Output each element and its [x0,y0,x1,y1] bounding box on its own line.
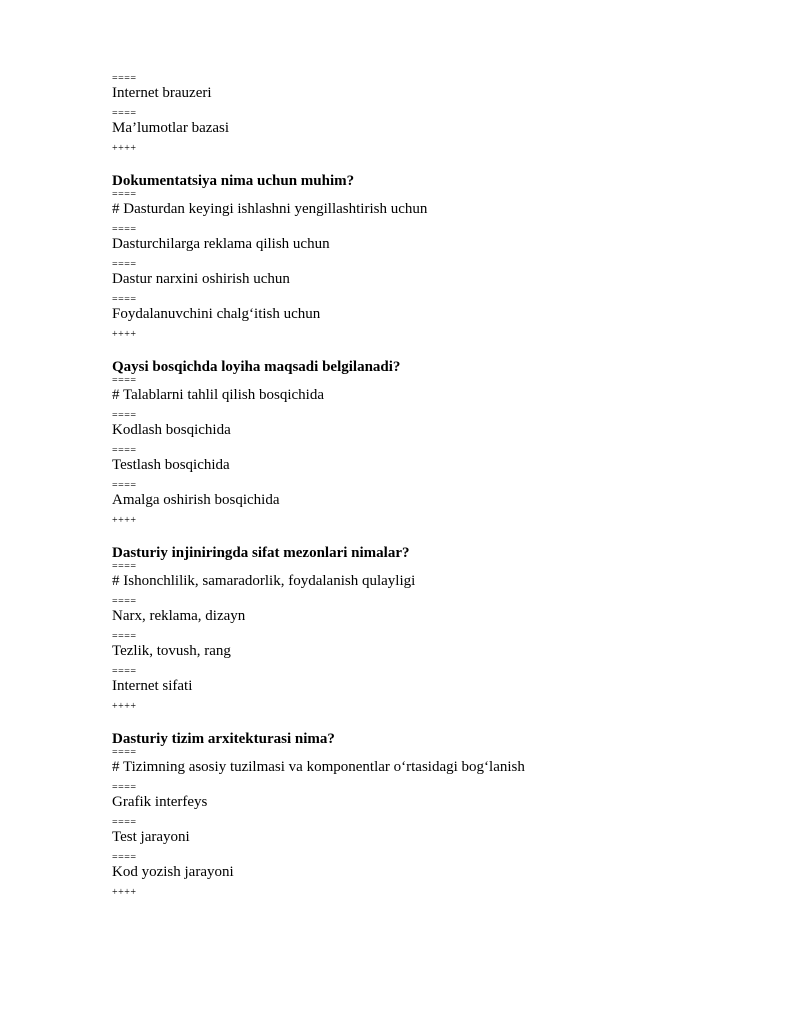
answer-option: Amalga oshirish bosqichida [112,492,280,508]
answer-option: Tezlik, tovush, rang [112,643,231,659]
answer-option: Internet brauzeri [112,85,212,101]
separator: ==== [112,852,137,863]
separator: ==== [112,666,137,677]
question-title: Dokumentatsiya nima uchun muhim? [112,173,355,189]
answer-option: Kodlash bosqichida [112,422,231,438]
separator: ==== [112,73,137,84]
end-marker: ++++ [112,701,137,712]
separator: ==== [112,294,137,305]
answer-option: Testlash bosqichida [112,457,230,473]
separator: ==== [112,108,137,119]
question-title: Qaysi bosqichda loyiha maqsadi belgilanadi? [112,359,401,375]
separator: ==== [112,224,137,235]
answer-option: # Dasturdan keyingi ishlashni yengillashtirish uchun [112,201,428,217]
end-marker: ++++ [112,143,137,154]
separator: ==== [112,189,137,200]
separator: ==== [112,445,137,456]
separator: ==== [112,596,137,607]
separator: ==== [112,259,137,270]
end-marker: ++++ [112,329,137,340]
end-marker: ++++ [112,887,137,898]
question-block [112,730,752,898]
answer-option: Ma’lumotlar bazasi [112,120,230,136]
answer-option: Internet sifati [112,678,193,694]
answer-option: Dastur narxini oshirish uchun [112,271,290,287]
answer-option: # Talablarni tahlil qilish bosqichida [112,387,324,403]
question-block [112,544,752,712]
question-title: Dasturiy injiniringda sifat mezonlari nimalar? [112,545,410,561]
separator: ==== [112,375,137,386]
separator: ==== [112,782,137,793]
end-marker: ++++ [112,515,137,526]
document-page [112,74,752,898]
separator: ==== [112,480,137,491]
answer-option: Kod yozish jarayoni [112,864,234,880]
separator: ==== [112,631,137,642]
separator: ==== [112,561,137,572]
answer-option: Test jarayoni [112,829,190,845]
question-block [112,172,752,340]
answer-option: Narx, reklama, dizayn [112,608,246,624]
answer-option: Dasturchilarga reklama qilish uchun [112,236,330,252]
answer-option: Grafik interfeys [112,794,208,810]
question-block [112,358,752,526]
answer-option: Foydalanuvchini chalg‘itish uchun [112,306,321,322]
intro-block [112,74,752,154]
answer-option: # Tizimning asosiy tuzilmasi va komponentlar o‘rtasidagi bog‘lanish [112,759,525,775]
question-title: Dasturiy tizim arxitekturasi nima? [112,731,335,747]
answer-option: # Ishonchlilik, samaradorlik, foydalanish qulayligi [112,573,416,589]
separator: ==== [112,410,137,421]
separator: ==== [112,817,137,828]
separator: ==== [112,747,137,758]
